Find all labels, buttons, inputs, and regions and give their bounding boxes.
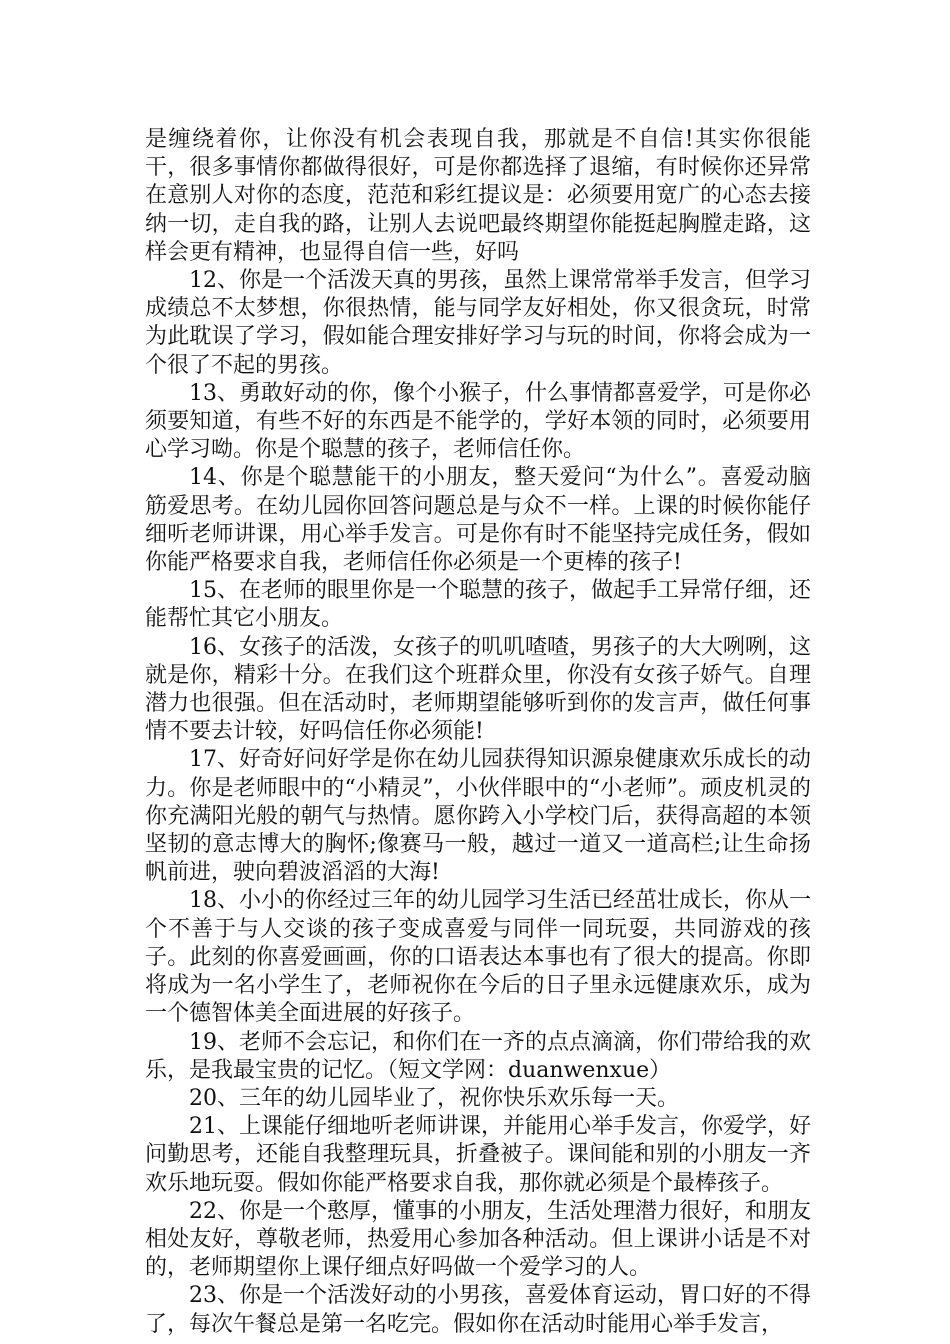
paragraph-23: 23、你是一个活泼好动的小男孩，喜爱体育运动，胃口好的不得了，每次午餐总是第一名吃完。假如你在活动时能用心举手发言， [145,1283,811,1337]
paragraph-18: 18、小小的你经过三年的幼儿园学习生活已经茁壮成长，你从一个不善于与人交谈的孩子变成喜爱与同伴一同玩耍，共同游戏的孩子。此刻的你喜爱画画，你的口语表达本事也有了很大的提高。你即将成为一名小学生了，老师祝你在今后的日子里永远健康欢乐，成为一个德智体美全面进展的好孩子。 [145,888,811,1027]
paragraph-22: 22、你是一个憨厚，懂事的小朋友，生活处理潜力很好，和朋友相处友好，尊敬老师，热爱用心参加各种活动。但上课讲小话是不对的，老师期望你上课仔细点好吗做一个爱学习的人。 [145,1198,811,1281]
paragraph-13: 13、勇敢好动的你，像个小猴子，什么事情都喜爱学，可是你必须要知道，有些不好的东西是不能学的，学好本领的同时，必须要用心学习呦。你是个聪慧的孩子，老师信任你。 [145,380,811,463]
paragraph-16: 16、女孩子的活泼，女孩子的叽叽喳喳，男孩子的大大咧咧，这就是你，精彩十分。在我们这个班群众里，你没有女孩子娇气。自理潜力也很强。但在活动时，老师期望能够听到你的发言声，做任何事情不要去计较，好吗信任你必须能! [145,634,811,745]
paragraph-21: 21、上课能仔细地听老师讲课，并能用心举手发言，你爱学，好问勤思考，还能自我整理玩具，折叠被子。课间能和别的小朋友一齐欢乐地玩耍。假如你能严格要求自我，那你就必须是个最棒孩子。 [145,1114,811,1196]
paragraph-20: 20、三年的幼儿园毕业了，祝你快乐欢乐每一天。 [189,1085,679,1111]
paragraph-17: 17、好奇好问好学是你在幼儿园获得知识源泉健康欢乐成长的动力。你是老师眼中的“小精灵”，小伙伴眼中的“小老师”。顽皮机灵的你充满阳光般的朝气与热情。愿你跨入小学校门后，获得高超的本领坚韧的意志博大的胸怀;像赛马一般，越过一道又一道高栏;让生命扬帆前进，驶向碧波滔滔的大海! [145,747,811,886]
paragraph-15: 15、在老师的眼里你是一个聪慧的孩子，做起手工异常仔细，还能帮忙其它小朋友。 [145,578,811,632]
paragraph-19: 19、老师不会忘记，和你们在一齐的点点滴滴，你们带给我的欢乐，是我最宝贵的记忆。（短文学网：duanwenxue） [145,1029,811,1083]
document-body [145,126,811,1339]
paragraph-14: 14、你是个聪慧能干的小朋友，整天爱问“为什么”。喜爱动脑筋爱思考。在幼儿园你回答问题总是与众不一样。上课的时候你能仔细听老师讲课，用心举手发言。可是你有时不能坚持完成任务，假如你能严格要求自我，老师信任你必须是一个更棒的孩子! [145,465,811,576]
paragraph-continuation: 是缠绕着你，让你没有机会表现自我，那就是不自信!其实你很能干，很多事情你都做得很好，可是你都选择了退缩，有时候你还异常在意别人对你的态度，范范和彩红提议是：必须要用宽广的心态去接纳一切，走自我的路，让别人去说吧最终期望你能挺起胸膛走路，这样会更有精神，也显得自信一些，好吗 [145,127,811,265]
paragraph-12: 12、你是一个活泼天真的男孩，虽然上课常常举手发言，但学习成绩总不太梦想，你很热情，能与同学友好相处，你又很贪玩，时常为此耽误了学习，假如能合理安排好学习与玩的时间，你将会成为一个很了不起的男孩。 [145,268,811,378]
